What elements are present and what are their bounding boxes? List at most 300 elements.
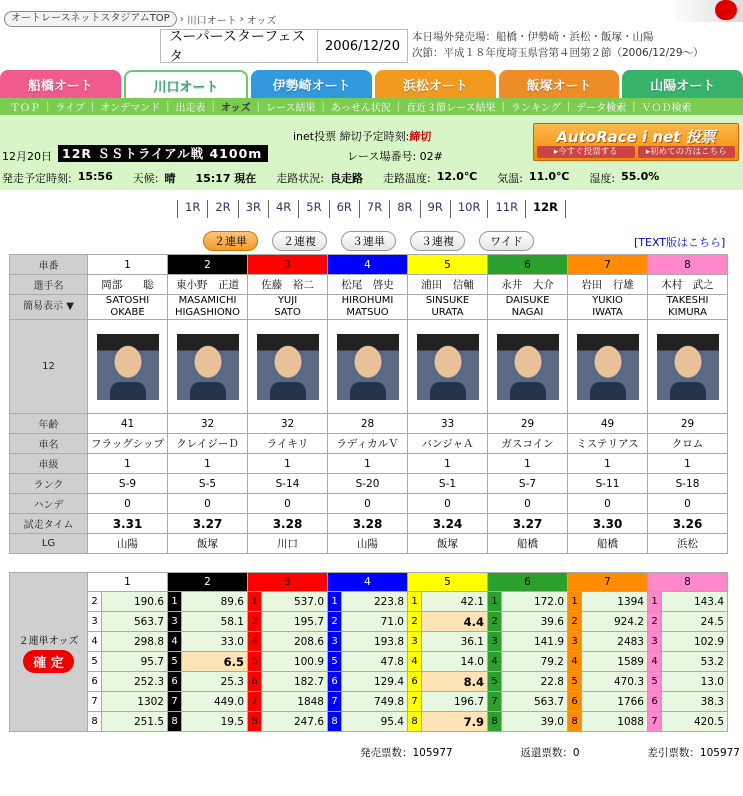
odds-second-number: 8	[168, 712, 182, 732]
cell-rank: S-5	[168, 474, 248, 494]
odds-value[interactable]: 38.3	[662, 692, 728, 712]
cell-rank: S-9	[88, 474, 168, 494]
cell-age: 29	[488, 414, 568, 434]
odds-second-number: 5	[168, 652, 182, 672]
subnav-item[interactable]: ランキング	[511, 103, 561, 114]
cell-trial: 3.31	[88, 514, 168, 534]
subnav-separator: |	[632, 101, 636, 112]
cell-name: 岩田 行雄	[568, 275, 648, 295]
next-meet: 次節：平成１８年度埼玉県営第４回第２節（2006/12/29〜）	[412, 47, 704, 59]
odds-second-number: 3	[648, 632, 662, 652]
odds-value[interactable]: 58.1	[182, 612, 248, 632]
odds-second-number: 5	[88, 652, 102, 672]
odds-second-number: 2	[328, 612, 342, 632]
cell-trial: 3.27	[168, 514, 248, 534]
cell-car: バンジャＡ	[408, 434, 488, 454]
cell-name: 木村 武之	[648, 275, 728, 295]
odds-value[interactable]: 102.9	[662, 632, 728, 652]
odds-table	[9, 572, 728, 732]
odds-value[interactable]: 53.2	[662, 652, 728, 672]
odds-row	[10, 672, 728, 692]
cell-car: クレイジーＤ	[168, 434, 248, 454]
odds-value[interactable]: 247.6	[262, 712, 328, 732]
roman-last: MATSUO	[346, 307, 389, 318]
breadcrumb-separator-icon: ›	[179, 13, 184, 25]
cell-name: 東小野 正道	[168, 275, 248, 295]
odds-first-number: 4	[328, 573, 408, 592]
inet-label: inet投票 締切予定時刻:	[293, 130, 410, 143]
row-label: 車番	[10, 255, 88, 275]
cell-handi: 0	[328, 494, 408, 514]
odds-value[interactable]: 1394	[582, 592, 648, 612]
inet-vote-banner[interactable]	[533, 123, 739, 161]
subnav-item[interactable]: ＴＯＰ	[10, 103, 40, 114]
race-name: スーパースターフェスタ	[160, 29, 318, 63]
cell-lg: 山陽	[328, 534, 408, 554]
inet-deadline	[293, 128, 431, 144]
cell-lg: 飯塚	[408, 534, 488, 554]
row-label: ランク	[10, 474, 88, 494]
track-tab[interactable]: 船橋オート	[0, 70, 121, 98]
odds-value[interactable]: 6.5	[182, 652, 248, 672]
odds-second-number: 1	[408, 592, 422, 612]
odds-second-number: 7	[248, 692, 262, 712]
odds-row	[10, 612, 728, 632]
roman-last: URATA	[431, 307, 464, 318]
row-grade	[10, 454, 728, 474]
race-link[interactable]: 5R	[298, 200, 328, 218]
odds-value[interactable]: 195.7	[262, 612, 328, 632]
row-roman	[10, 295, 728, 320]
rider-portrait-icon	[657, 334, 719, 400]
odds-value[interactable]: 71.0	[342, 612, 408, 632]
car-number: 6	[488, 255, 568, 275]
odds-second-number: 2	[648, 612, 662, 632]
row-number	[10, 255, 728, 275]
race-link[interactable]: 9R	[420, 200, 450, 218]
track-tab[interactable]: 飯塚オート	[499, 70, 620, 98]
track-tab[interactable]: 山陽オート	[622, 70, 743, 98]
odds-second-number: 2	[568, 612, 582, 632]
subnav-item[interactable]: オッズ	[220, 103, 251, 114]
row-label: 試走タイム	[10, 514, 88, 534]
rider-portrait-icon	[417, 334, 479, 400]
odds-value[interactable]: 24.5	[662, 612, 728, 632]
odds-second-number: 5	[648, 672, 662, 692]
roman-name	[568, 295, 648, 320]
cell-car: クロム	[648, 434, 728, 454]
start-time: 15:56	[77, 170, 113, 183]
sales-count	[360, 745, 453, 760]
rider-portrait-icon	[577, 334, 639, 400]
rider-portrait-icon	[337, 334, 399, 400]
cell-grade: 1	[488, 454, 568, 474]
roman-first: MASAMICHI	[178, 295, 237, 306]
subnav-separator: |	[90, 101, 95, 112]
cell-trial: 3.24	[408, 514, 488, 534]
confirmed-badge: 確 定	[23, 650, 74, 673]
track-tab[interactable]: 浜松オート	[375, 70, 496, 98]
car-number: 3	[248, 255, 328, 275]
odds-row	[10, 592, 728, 612]
cell-lg: 浜松	[648, 534, 728, 554]
odds-value[interactable]: 4.4	[422, 612, 488, 632]
odds-value[interactable]: 223.8	[342, 592, 408, 612]
text-version-link[interactable]: [TEXT版はこちら]	[634, 236, 726, 249]
cell-rank: S-7	[488, 474, 568, 494]
cell-age: 29	[648, 414, 728, 434]
place-label: レース場番号:	[347, 150, 417, 163]
row-label: 選手名	[10, 275, 88, 295]
rider-portrait-icon	[97, 334, 159, 400]
odds-row	[10, 712, 728, 732]
odds-second-number: 3	[328, 632, 342, 652]
rider-photo	[328, 320, 408, 414]
row-photo	[10, 320, 728, 414]
odds-value[interactable]: 298.8	[102, 632, 168, 652]
odds-value[interactable]: 1766	[582, 692, 648, 712]
race-link[interactable]: 1R	[177, 200, 207, 218]
cell-lg: 船橋	[488, 534, 568, 554]
cell-trial: 3.28	[248, 514, 328, 534]
cell-handi: 0	[648, 494, 728, 514]
subnav-item[interactable]: あっせん状況	[330, 103, 391, 114]
roman-name	[648, 295, 728, 320]
odds-value[interactable]: 1088	[582, 712, 648, 732]
subnav-item[interactable]: レース結果	[265, 103, 316, 114]
odds-value[interactable]: 924.2	[582, 612, 648, 632]
odds-value[interactable]: 7.9	[422, 712, 488, 732]
odds-first-number: 5	[408, 573, 488, 592]
odds-value[interactable]: 470.3	[582, 672, 648, 692]
breadcrumb-item[interactable]: オートレースネットスタジアムTOP	[4, 11, 177, 27]
cell-age: 49	[568, 414, 648, 434]
odds-row	[10, 652, 728, 672]
odds-second-number: 4	[648, 652, 662, 672]
odds-value[interactable]: 47.8	[342, 652, 408, 672]
roman-first: TAKESHI	[666, 295, 709, 306]
race-date: 2006/12/20	[318, 29, 408, 63]
subnav-item[interactable]: データ検索	[576, 103, 627, 114]
odds-value[interactable]: 193.8	[342, 632, 408, 652]
roman-first: YUKIO	[592, 295, 623, 306]
odds-second-number: 3	[488, 632, 502, 652]
air-temp-label: 気温:	[497, 172, 523, 185]
odds-second-number: 1	[648, 592, 662, 612]
odds-second-number: 6	[168, 672, 182, 692]
rider-portrait-icon	[257, 334, 319, 400]
roman-first: YUJI	[277, 295, 298, 306]
roman-first: HIROHUMI	[341, 295, 394, 306]
odds-second-number: 2	[88, 592, 102, 612]
subnav-item[interactable]: 直近３節レース結果	[406, 103, 496, 114]
cell-name: 岡部 聡	[88, 275, 168, 295]
inet-status: 締切	[409, 130, 432, 143]
odds-second-number: 1	[328, 592, 342, 612]
odds-value[interactable]: 1848	[262, 692, 328, 712]
odds-second-number: 3	[568, 632, 582, 652]
cell-handi: 0	[168, 494, 248, 514]
place-number	[347, 148, 443, 164]
row-rank	[10, 474, 728, 494]
odds-header-row	[10, 573, 728, 592]
odds-value[interactable]: 129.4	[342, 672, 408, 692]
odds-second-number: 6	[568, 692, 582, 712]
subnav-item[interactable]: ライブ	[55, 103, 85, 114]
odds-second-number: 7	[648, 712, 662, 732]
odds-second-number: 2	[408, 612, 422, 632]
odds-value[interactable]: 39.6	[502, 612, 568, 632]
cell-car: ラディカルＶ	[328, 434, 408, 454]
odds-type-button[interactable]: ２連複	[272, 231, 327, 251]
odds-value[interactable]: 1302	[102, 692, 168, 712]
odds-value[interactable]: 2483	[582, 632, 648, 652]
subnav-separator: |	[256, 101, 260, 112]
odds-type-label: ２連単オッズ	[18, 635, 79, 647]
odds-value[interactable]: 36.1	[422, 632, 488, 652]
subnav-separator: |	[211, 101, 215, 112]
odds-type-button[interactable]: ３連複	[410, 231, 465, 251]
row-lg	[10, 534, 728, 554]
subnav-separator: |	[396, 101, 401, 112]
rider-photo	[248, 320, 328, 414]
today-info	[412, 29, 742, 63]
place-value: 02#	[419, 150, 443, 163]
odds-value[interactable]: 1589	[582, 652, 648, 672]
sales-label: 発売票数：	[360, 747, 413, 759]
roman-last: IWATA	[592, 307, 623, 318]
cell-age: 32	[248, 414, 328, 434]
cell-car: フラッグシップ	[88, 434, 168, 454]
car-number: 7	[568, 255, 648, 275]
race-link[interactable]: 12R	[525, 200, 566, 218]
cell-lg: 船橋	[568, 534, 648, 554]
odds-value[interactable]: 25.3	[182, 672, 248, 692]
ticket-totals	[360, 745, 740, 760]
display-select[interactable]: 簡易表示 ▼	[10, 295, 88, 320]
breadcrumb-separator-icon: ›	[239, 13, 244, 25]
odds-side-label	[10, 573, 88, 732]
refund-label: 返還票数：	[520, 747, 573, 759]
rider-photo	[168, 320, 248, 414]
cell-grade: 1	[248, 454, 328, 474]
race-link[interactable]: 10R	[450, 200, 488, 218]
roman-last: NAGAI	[511, 307, 544, 318]
odds-second-number: 5	[328, 652, 342, 672]
odds-value[interactable]: 252.3	[102, 672, 168, 692]
roman-last: OKABE	[110, 307, 145, 318]
subnav-item[interactable]: ＶＯＤ検索	[641, 103, 692, 114]
cell-handi: 0	[568, 494, 648, 514]
rider-photo	[408, 320, 488, 414]
odds-second-number: 5	[568, 672, 582, 692]
track-temp-label: 走路温度:	[383, 172, 431, 185]
odds-second-number: 1	[248, 592, 262, 612]
row-label: LG	[10, 534, 88, 554]
logo-mark-icon	[715, 0, 737, 20]
cell-car: ライキリ	[248, 434, 328, 454]
cell-name: 佐藤 裕二	[248, 275, 328, 295]
roman-name	[168, 295, 248, 320]
net-count	[647, 745, 740, 760]
odds-first-number: 2	[168, 573, 248, 592]
car-number: 5	[408, 255, 488, 275]
cell-rank: S-11	[568, 474, 648, 494]
cell-name: 永井 大介	[488, 275, 568, 295]
cell-car: ミステリアス	[568, 434, 648, 454]
breadcrumb-item: オッズ	[246, 15, 277, 27]
cell-rank: S-14	[248, 474, 328, 494]
cell-trial: 3.27	[488, 514, 568, 534]
odds-value[interactable]: 89.6	[182, 592, 248, 612]
odds-value[interactable]: 563.7	[502, 692, 568, 712]
vote-now-button[interactable]: ▸今すぐ投票する	[537, 146, 635, 158]
row-label: 車名	[10, 434, 88, 454]
odds-value[interactable]: 172.0	[502, 592, 568, 612]
cell-age: 41	[88, 414, 168, 434]
odds-type-button[interactable]: ３連単	[341, 231, 396, 251]
odds-second-number: 3	[88, 612, 102, 632]
odds-value[interactable]: 13.0	[662, 672, 728, 692]
odds-value[interactable]: 14.0	[422, 652, 488, 672]
race-link[interactable]: 11R	[487, 200, 525, 218]
odds-second-number: 7	[488, 692, 502, 712]
row-label: 年齢	[10, 414, 88, 434]
net-value: 105977	[699, 747, 740, 759]
odds-value[interactable]: 8.4	[422, 672, 488, 692]
odds-second-number: 3	[408, 632, 422, 652]
odds-value[interactable]: 537.0	[262, 592, 328, 612]
refund-value: 0	[572, 747, 580, 759]
odds-value[interactable]: 22.8	[502, 672, 568, 692]
race-day: 12月20日	[2, 150, 52, 163]
net-label: 差引票数：	[647, 747, 700, 759]
refund-count	[520, 745, 579, 760]
car-number: 4	[328, 255, 408, 275]
roman-first: SINSUKE	[425, 295, 470, 306]
subnav-separator: |	[566, 101, 571, 112]
odds-type-button[interactable]: ワイド	[479, 231, 534, 251]
odds-value[interactable]: 95.4	[342, 712, 408, 732]
odds-second-number: 1	[568, 592, 582, 612]
cell-age: 32	[168, 414, 248, 434]
odds-type-button[interactable]: ２連単	[203, 231, 258, 251]
subnav-item[interactable]: 出走表	[175, 103, 206, 114]
cell-handi: 0	[248, 494, 328, 514]
odds-value[interactable]: 33.0	[182, 632, 248, 652]
track-value: 良走路	[330, 172, 364, 185]
odds-value[interactable]: 208.6	[262, 632, 328, 652]
banner-title: AutoRace i net 投票	[556, 128, 716, 146]
odds-value[interactable]: 182.7	[262, 672, 328, 692]
odds-second-number: 2	[248, 612, 262, 632]
odds-value[interactable]: 749.8	[342, 692, 408, 712]
odds-value[interactable]: 79.2	[502, 652, 568, 672]
odds-second-number: 5	[488, 672, 502, 692]
subnav-separator: |	[501, 101, 506, 112]
cell-car: ガスコイン	[488, 434, 568, 454]
cell-age: 28	[328, 414, 408, 434]
cell-trial: 3.26	[648, 514, 728, 534]
odds-value[interactable]: 100.9	[262, 652, 328, 672]
odds-second-number: 7	[88, 692, 102, 712]
cell-name: 松尾 啓史	[328, 275, 408, 295]
cell-name: 浦田 信輔	[408, 275, 488, 295]
track-tab[interactable]: 川口オート	[124, 70, 249, 98]
odds-second-number: 8	[488, 712, 502, 732]
cell-lg: 飯塚	[168, 534, 248, 554]
odds-second-number: 6	[248, 672, 262, 692]
row-car	[10, 434, 728, 454]
odds-second-number: 5	[248, 652, 262, 672]
roman-name	[88, 295, 168, 320]
odds-first-number: 8	[648, 573, 728, 592]
odds-first-number: 6	[488, 573, 568, 592]
odds-row	[10, 632, 728, 652]
row-handi	[10, 494, 728, 514]
odds-second-number: 8	[568, 712, 582, 732]
race-link[interactable]: 8R	[389, 200, 419, 218]
cell-grade: 1	[648, 454, 728, 474]
odds-value[interactable]: 563.7	[102, 612, 168, 632]
cell-handi: 0	[488, 494, 568, 514]
humidity-label: 湿度:	[589, 172, 616, 185]
race-link[interactable]: 2R	[207, 200, 237, 218]
row-age	[10, 414, 728, 434]
rider-photo	[568, 320, 648, 414]
race-link[interactable]: 3R	[238, 200, 268, 218]
odds-value[interactable]: 39.0	[502, 712, 568, 732]
subnav-separator: |	[46, 101, 50, 112]
race-link[interactable]: 7R	[359, 200, 389, 218]
cell-rank: S-20	[328, 474, 408, 494]
rider-portrait-icon	[177, 334, 239, 400]
today-venues: 本日場外発売場：船橋・伊勢崎・浜松・飯塚・山陽	[412, 31, 654, 43]
first-time-button[interactable]: ▸初めての方はこちら	[638, 146, 736, 158]
odds-value[interactable]: 95.7	[102, 652, 168, 672]
odds-value[interactable]: 196.7	[422, 692, 488, 712]
odds-value[interactable]: 449.0	[182, 692, 248, 712]
roman-last: HIGASHIONO	[174, 307, 241, 318]
row-label: 車級	[10, 454, 88, 474]
roman-name	[408, 295, 488, 320]
race-link[interactable]: 4R	[268, 200, 298, 218]
track-tab[interactable]: 伊勢崎オート	[251, 70, 372, 98]
breadcrumb-item[interactable]: 川口オート	[186, 15, 237, 27]
car-number: 8	[648, 255, 728, 275]
odds-value[interactable]: 190.6	[102, 592, 168, 612]
race-link[interactable]: 6R	[329, 200, 359, 218]
odds-second-number: 4	[88, 632, 102, 652]
car-number: 1	[88, 255, 168, 275]
odds-value[interactable]: 141.9	[502, 632, 568, 652]
odds-value[interactable]: 19.5	[182, 712, 248, 732]
odds-second-number: 4	[488, 652, 502, 672]
odds-second-number: 8	[88, 712, 102, 732]
odds-first-number: 3	[248, 573, 328, 592]
air-temp-value: 11.0℃	[528, 170, 570, 183]
subnav-item[interactable]: オンデマンド	[100, 103, 161, 114]
odds-value[interactable]: 42.1	[422, 592, 488, 612]
odds-value[interactable]: 251.5	[102, 712, 168, 732]
start-label: 発走予定時刻:	[2, 172, 72, 185]
cell-rank: S-1	[408, 474, 488, 494]
odds-value[interactable]: 420.5	[662, 712, 728, 732]
odds-second-number: 6	[328, 672, 342, 692]
track-temp-value: 12.0℃	[436, 170, 478, 183]
cell-grade: 1	[168, 454, 248, 474]
odds-value[interactable]: 143.4	[662, 592, 728, 612]
